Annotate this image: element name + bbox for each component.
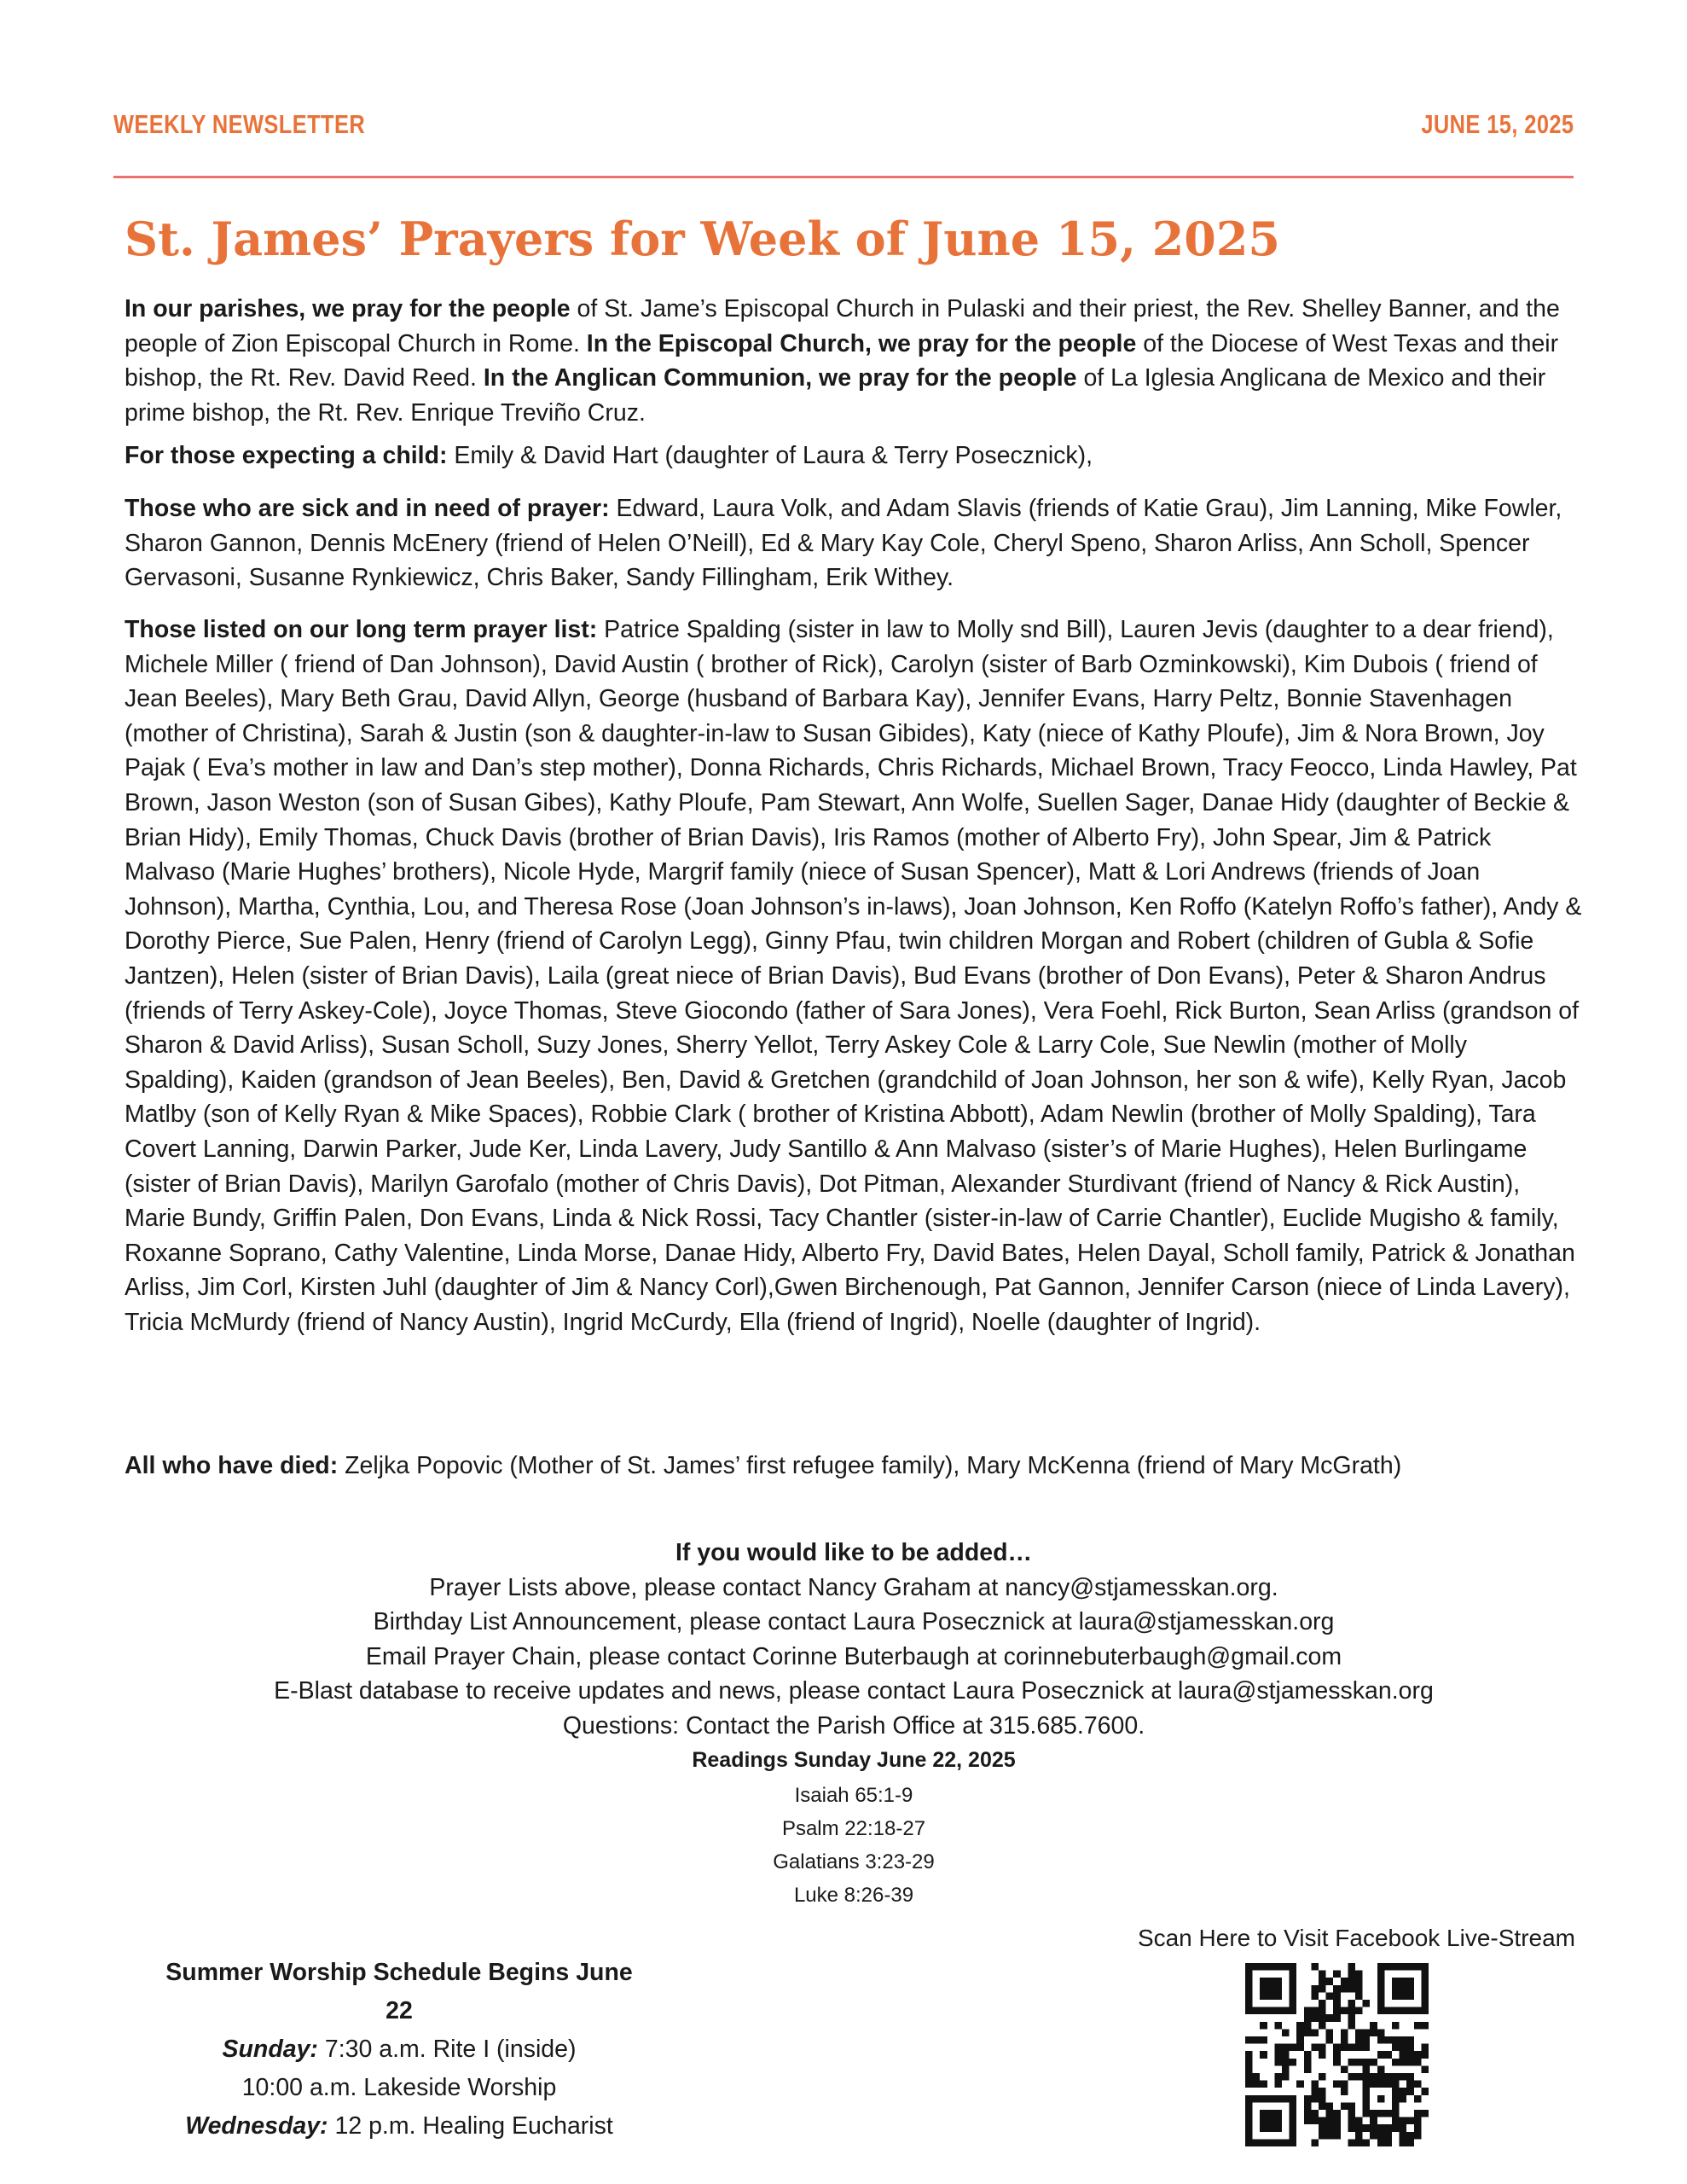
wednesday-label: Wednesday: [185, 2112, 328, 2140]
expecting-paragraph [125, 439, 1583, 473]
worship-heading: Summer Worship Schedule Begins June 22 [165, 1959, 633, 2024]
readings-section [125, 1744, 1583, 1912]
long-term-text: Patrice Spalding (sister in law to Molly snd Bill), Lauren Jevis (daughter to a dear friend), Michele Miller ( friend of Dan Johnson), David Austin ( brother of Rick), Carolyn (sister of Barb Ozminkowski), Kim Dubois ( friend of Jean Beeles), Mary Beth Grau, David Allyn, George (husband of Barbara Kay), Jennifer Evans, Harry Peltz, Bonnie Stavenhagen (mother of Christina), Sarah & Justin (son & daughter-in-law to Susan Gibides), Katy (niece of Kathy Ploufe), Jim & Nora Brown, Joy Pajak ( Eva’s mother in law and Dan’s step mother), Donna Richards, Chris Richards, Michael Brown, Tracy Feocco, Linda Hawley, Pat Brown, Jason Weston (son of Susan Gibes), Kathy Ploufe, Pam Stewart, Ann Wolfe, Suellen Sager, Danae Hidy (daughter of Beckie & Brian Hidy), Emily Thomas, Chuck Davis (brother of Brian Davis), Iris Ramos (mother of Alberto Fry), John Spear, Jim & Patrick Malvaso (Marie Hughes’ brothers), Nicole Hyde, Margrif family (niece of Susan Spencer), Matt & Lori Andrews (friends of Joan Johnson), Martha, Cynthia, Lou, and Theresa Rose (Joan Johnson’s in-laws), Joan Johnson, Ken Roffo (Katelyn Roffo’s father), Andy & Dorothy Pierce, Sue Palen, Henry (friend of Carolyn Legg), Ginny Pfau, twin children Morgan and Robert (children of Gubla & Sofie Jantzen), Helen (sister of Brian Davis), Laila (great niece of Brian Davis), Bud Evans (brother of Don Evans), Peter & Sharon Andrus (friends of Terry Askey-Cole), Joyce Thomas, Steve Giocondo (father of Sara Jones), Vera Foehl, Rick Burton, Sean Arliss (grandson of Sharon & David Arliss), Susan Scholl, Suzy Jones, Sherry Yellot, Terry Askey Cole & Larry Cole, Sue Newlin (mother of Molly Spalding), Kaiden (grandson of Jean Beeles), Ben, David & Gretchen (grandchild of Joan Johnson, her son & wife), Kelly Ryan, Jacob Matlby (son of Kelly Ryan & Mike Spaces), Robbie Clark ( brother of Kristina Abbott), Adam Newlin (brother of Molly Spalding), Tara Covert Lanning, Darwin Parker, Jude Ker, Linda Lavery, Judy Santillo & Ann Malvaso (sister’s of Marie Hughes), Helen Burlingame (sister of Brian Davis), Marilyn Garofalo (mother of Chris Davis), Dot Pitman, Alexander Sturdivant (friend of Nancy & Rick Austin), Marie Bundy, Griffin Palen, Don Evans, Linda & Nick Rossi, Tacy Chantler (sister-in-law of Carrie Chantler), Euclide Mugisho & family, Roxanne Soprano, Cathy Valentine, Linda Morse, Danae Hidy, Alberto Fry, David Bates, Helen Dayal, Scholl family, Patrick & Jonathan Arliss, Jim Corl, Kirsten Juhl (daughter of Jim & Nancy Corl),Gwen Birchenough, Pat Gannon, Jennifer Carson (niece of Linda Lavery), Tricia McMurdy (friend of Nancy Austin), Ingrid McCurdy, Ella (friend of Ingrid), Noelle (daughter of Ingrid). [125, 616, 1582, 1336]
contact-line: Email Prayer Chain, please contact Corinne Buterbaugh at corinnebuterbaugh@gmail.com [365, 1642, 1342, 1670]
expecting-label: For those expecting a child: [125, 442, 448, 469]
reading-item: Luke 8:26-39 [793, 1884, 914, 1907]
parishes-text-1: of St. Jame’s Episcopal Church in Pulaski and their priest, the Rev. Shelley Banner, and the people of Zion Episcopal Church in Rome. [125, 295, 1560, 357]
worship-sunday [152, 2030, 646, 2069]
qr-code-icon[interactable] [1245, 1963, 1429, 2146]
parishes-paragraph [125, 292, 1583, 430]
contact-line: Questions: Contact the Parish Office at 315.685.7600. [562, 1711, 1145, 1740]
sick-text: Edward, Laura Volk, and Adam Slavis (friends of Katie Grau), Jim Lanning, Mike Fowler, Sharon Gannon, Dennis McEnery (friend of Helen O’Neill), Ed & Mary Kay Cole, Cheryl Speno, Sharon Arliss, Ann Scholl, Spencer Gervasoni, Susanne Rynkiewicz, Chris Baker, Sandy Fillingham, Erik Withey. [125, 495, 1562, 592]
parishes-text-2: of the Diocese of West Texas and their bishop, the Rt. Rev. David Reed. [125, 329, 1559, 392]
sick-paragraph [125, 491, 1583, 595]
header-divider [113, 176, 1574, 178]
reading-item: Psalm 22:18-27 [781, 1817, 926, 1840]
parishes-text-3: of La Iglesia Anglicana de Mexico and their prime bishop, the Rt. Rev. Enrique Treviño Cruz. [125, 364, 1546, 427]
wednesday-time: 12 p.m. Healing Eucharist [328, 2112, 613, 2140]
long-term-label: Those listed on our long term prayer list: [125, 616, 598, 643]
sick-label: Those who are sick and in need of prayer: [125, 495, 610, 522]
reading-item: Isaiah 65:1-9 [794, 1784, 913, 1807]
readings-heading: Readings Sunday June 22, 2025 [692, 1748, 1016, 1772]
parishes-lead-1: In our parishes, we pray for the people [125, 295, 571, 322]
sunday-label: Sunday: [222, 2036, 318, 2063]
contact-line: Birthday List Announcement, please contact Laura Posecznick at laura@stjamesskan.org [373, 1608, 1335, 1636]
newsletter-label: WEEKLY NEWSLETTER [113, 109, 366, 139]
contact-line: E-Blast database to receive updates and news, please contact Laura Posecznick at laura@stjamesskan.org [274, 1677, 1434, 1705]
parishes-lead-2: In the Episcopal Church, we pray for the people [586, 329, 1137, 357]
died-text: Zeljka Popovic (Mother of St. James’ first refugee family), Mary McKenna (friend of Mary McGrath) [338, 1452, 1402, 1479]
worship-schedule [152, 1954, 646, 2146]
parishes-lead-3: In the Anglican Communion, we pray for the people [483, 364, 1077, 392]
sunday-time: 7:30 a.m. Rite I (inside) [317, 2036, 577, 2063]
scan-label: Scan Here to Visit Facebook Live-Stream [1137, 1925, 1575, 1951]
contact-section [125, 1536, 1583, 1744]
worship-sunday-lakeside: 10:00 a.m. Lakeside Worship [241, 2074, 557, 2101]
contact-heading: If you would like to be added… [675, 1539, 1033, 1566]
expecting-text: Emily & David Hart (daughter of Laura & Terry Posecznick), [447, 442, 1093, 469]
died-paragraph [125, 1449, 1583, 1484]
died-label: All who have died: [125, 1452, 339, 1479]
reading-item: Galatians 3:23-29 [773, 1850, 935, 1873]
worship-wednesday [152, 2107, 646, 2146]
page-title: St. James’ Prayers for Week of June 15, 2025 [125, 212, 1280, 266]
contact-line: Prayer Lists above, please contact Nancy Graham at nancy@stjamesskan.org. [429, 1573, 1278, 1601]
newsletter-date: JUNE 15, 2025 [1420, 109, 1574, 139]
long-term-paragraph [125, 613, 1583, 1339]
